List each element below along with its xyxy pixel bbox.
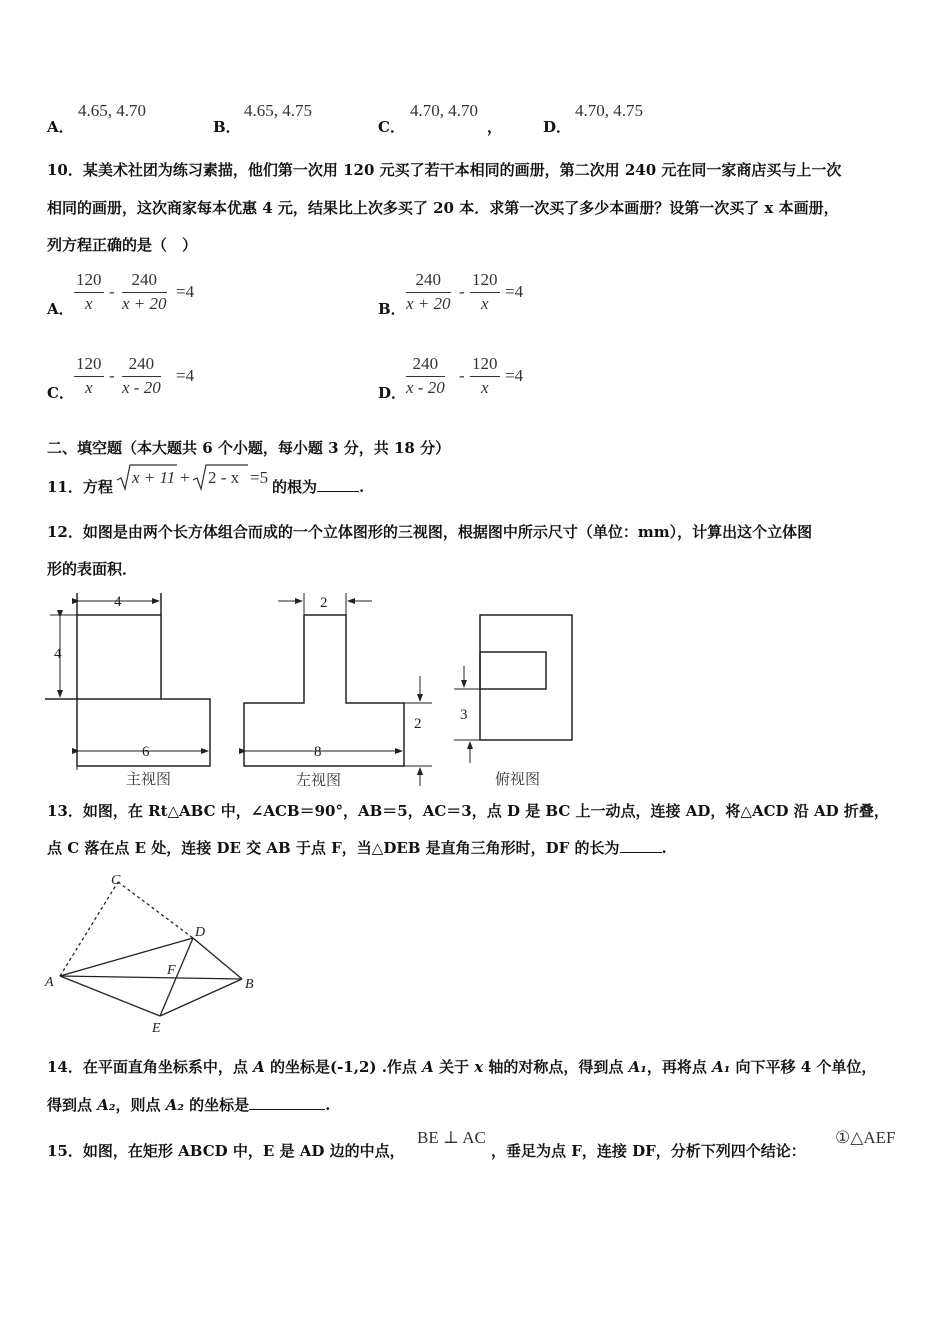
q15-suffix: ，垂足为点 F，连接 DF，分析下列四个结论： xyxy=(491,1142,806,1160)
q13-line-1: 13．如图，在 Rt△ABC 中，∠ACB＝90°，AB＝5，AC＝3，点 D 是 BC 上一动点，连接 AD，将△ACD 沿 AD 折叠， xyxy=(47,802,889,820)
q10-option-d-f1-den: x - 20 xyxy=(406,378,445,397)
q10-option-a-fraction-2 xyxy=(122,270,167,315)
q9-option-a-value: 4.65, 4.70 xyxy=(78,101,146,120)
section-2-title: 二、填空题（本大题共 6 个小题，每小题 3 分，共 18 分） xyxy=(47,439,451,457)
q10-option-b-minus: - xyxy=(459,282,465,301)
q14-text-4: 轴的对称点，得到点 xyxy=(483,1058,629,1076)
q9-option-c-separator: ， xyxy=(487,118,503,136)
q14-point-a2: A₂ xyxy=(97,1096,116,1114)
point-d-label: D xyxy=(195,925,206,940)
q9-option-a-label: A． xyxy=(47,118,74,136)
q10-option-a-fraction-1 xyxy=(74,270,104,315)
left-dim-bottom: 8 xyxy=(314,744,322,760)
q10-option-a-minus: - xyxy=(109,282,115,301)
q10-option-b-f1-den: x + 20 xyxy=(406,294,451,313)
q11-equals: =5 xyxy=(250,468,269,487)
q15-math-be-perp-ac: BE ⊥ AC xyxy=(417,1128,486,1147)
top-view xyxy=(454,615,572,763)
q11-root-2: 2 - x xyxy=(208,468,240,487)
q14-point-a: A xyxy=(253,1058,265,1076)
segment-cd-dashed xyxy=(118,882,193,938)
q14-point-a1-2: A₁ xyxy=(712,1058,731,1076)
q13-triangle-figure xyxy=(40,868,270,1040)
q12-line-1: 12．如图是由两个长方体组合而成的一个立体图形的三视图，根据图中所示尺寸（单位：mm），计算出这个立体图 xyxy=(47,523,813,541)
segment-eb xyxy=(160,979,242,1016)
q13-end: . xyxy=(661,839,667,857)
q10-line-1: 10．某美术社团为练习素描，他们第一次用 120 元买了若干本相同的画册，第二次用 240 元在同一家商店买与上一次 xyxy=(47,161,842,179)
point-b-label: B xyxy=(245,977,254,992)
q12-line-2: 形的表面积． xyxy=(47,560,138,578)
q15-tail: ①△AEF xyxy=(835,1128,896,1147)
q11-suffix-text: 的根为 xyxy=(272,478,318,496)
q10-option-a-label: A． xyxy=(47,300,74,318)
q10-option-b-f2-num: 120 xyxy=(470,270,500,293)
q14-x-axis: x xyxy=(474,1058,484,1076)
q14-text-3: 关于 xyxy=(433,1058,475,1076)
q10-option-d-fraction-1 xyxy=(406,354,445,399)
q10-option-d-f1-num: 240 xyxy=(406,354,445,377)
q10-option-d-fraction-2 xyxy=(470,354,500,399)
q10-option-c-fraction-2 xyxy=(122,354,161,399)
top-view-label: 俯视图 xyxy=(495,772,541,788)
q10-option-c-equals: =4 xyxy=(176,366,195,385)
q13-line-2-text: 点 C 落在点 E 处，连接 DE 交 AB 于点 F，当△DEB 是直角三角形时，DF 的长为 xyxy=(47,839,620,857)
q10-option-b-fraction-2 xyxy=(470,270,500,315)
three-view-figure xyxy=(40,588,580,793)
q10-option-c-f2-den: x - 20 xyxy=(122,378,161,397)
q11-end: . xyxy=(359,478,365,496)
q14-text-5: ，再将点 xyxy=(646,1058,713,1076)
q10-option-c-minus: - xyxy=(109,366,115,385)
top-dim-left: 3 xyxy=(460,707,468,723)
q11-suffix xyxy=(272,477,364,497)
q14-text-1: 14．在平面直角坐标系中，点 xyxy=(47,1058,254,1076)
q10-option-c-f1-num: 120 xyxy=(74,354,104,377)
front-view-label: 主视图 xyxy=(126,772,172,788)
q10-option-c-fraction-1 xyxy=(74,354,104,399)
q10-line-2: 相同的画册，这次商家每本优惠 4 元，结果比上次多买了 20 本．求第一次买了多少本画册？设第一次买了 x 本画册， xyxy=(47,199,839,217)
q14-point-a1: A₁ xyxy=(628,1058,647,1076)
q14-end: . xyxy=(325,1096,331,1114)
q14-answer-blank[interactable] xyxy=(249,1095,325,1110)
q11-plus: + xyxy=(180,468,190,487)
left-view xyxy=(244,593,432,786)
q10-option-a-f2-num: 240 xyxy=(122,270,167,293)
q10-option-a-f1-den: x xyxy=(84,294,93,313)
q10-option-a-f2-den: x + 20 xyxy=(122,294,167,313)
left-view-label: 左视图 xyxy=(296,773,342,789)
q10-option-d-f2-num: 120 xyxy=(470,354,500,377)
q11-root-1: x + 11 xyxy=(132,468,176,487)
q10-option-b-fraction-1 xyxy=(406,270,451,315)
q10-option-a-f1-num: 120 xyxy=(74,270,104,293)
front-dim-top: 4 xyxy=(114,594,122,610)
q14-text-9: 的坐标是 xyxy=(183,1096,250,1114)
q13-answer-blank[interactable] xyxy=(620,838,662,853)
front-dim-left: 4 xyxy=(54,646,62,662)
q9-option-b-label: B． xyxy=(213,118,241,136)
q9-option-c-value: 4.70, 4.70 xyxy=(410,101,478,120)
left-dim-top: 2 xyxy=(320,595,328,611)
q13-line-2 xyxy=(47,838,667,858)
q10-option-b-f1-num: 240 xyxy=(406,270,451,293)
q10-option-d-minus: - xyxy=(459,366,465,385)
front-view xyxy=(45,593,210,770)
q10-option-d-label: D． xyxy=(378,384,407,402)
q10-option-d-f2-den: x xyxy=(480,378,489,397)
q10-option-c-f2-num: 240 xyxy=(122,354,161,377)
point-e-label: E xyxy=(152,1021,161,1036)
q10-option-a-equals: =4 xyxy=(176,282,195,301)
q14-text-7: 得到点 xyxy=(47,1096,98,1114)
q14-point-a2-2: A₂ xyxy=(165,1096,184,1114)
q14-text-2: 的坐标是(-1,2) .作点 xyxy=(264,1058,423,1076)
q9-option-d-label: D． xyxy=(543,118,572,136)
q14-text-8: ，则点 xyxy=(115,1096,166,1114)
q11-radical-expression xyxy=(114,462,274,494)
segment-de xyxy=(160,938,193,1016)
q14-text-6: 向下平移 4 个单位， xyxy=(730,1058,877,1076)
front-dim-bottom: 6 xyxy=(142,744,150,760)
q15-prefix: 15．如图，在矩形 ABCD 中，E 是 AD 边的中点， xyxy=(47,1142,405,1160)
q11-prefix: 11．方程 xyxy=(47,478,113,496)
q9-option-b-value: 4.65, 4.75 xyxy=(244,101,312,120)
q14-point-a-2: A xyxy=(422,1058,434,1076)
segment-ae xyxy=(60,976,160,1016)
q10-option-c-label: C． xyxy=(47,384,74,402)
q9-option-c-label: C． xyxy=(378,118,405,136)
segment-db xyxy=(193,938,242,979)
point-f-label: F xyxy=(167,963,176,978)
q10-option-b-label: B． xyxy=(378,300,406,318)
q10-option-b-equals: =4 xyxy=(505,282,524,301)
q10-option-b-f2-den: x xyxy=(480,294,489,313)
point-a-label: A xyxy=(45,975,54,990)
left-dim-right: 2 xyxy=(414,716,422,732)
segment-ab xyxy=(60,976,242,979)
q14-line-2 xyxy=(47,1095,330,1115)
q10-option-c-f1-den: x xyxy=(84,378,93,397)
q10-line-3: 列方程正确的是（ ） xyxy=(47,236,198,254)
q14-line-1 xyxy=(47,1057,876,1077)
q11-answer-blank[interactable] xyxy=(317,477,359,492)
q9-option-d-value: 4.70, 4.75 xyxy=(575,101,643,120)
point-c-label: C xyxy=(111,873,121,888)
q10-option-d-equals: =4 xyxy=(505,366,524,385)
